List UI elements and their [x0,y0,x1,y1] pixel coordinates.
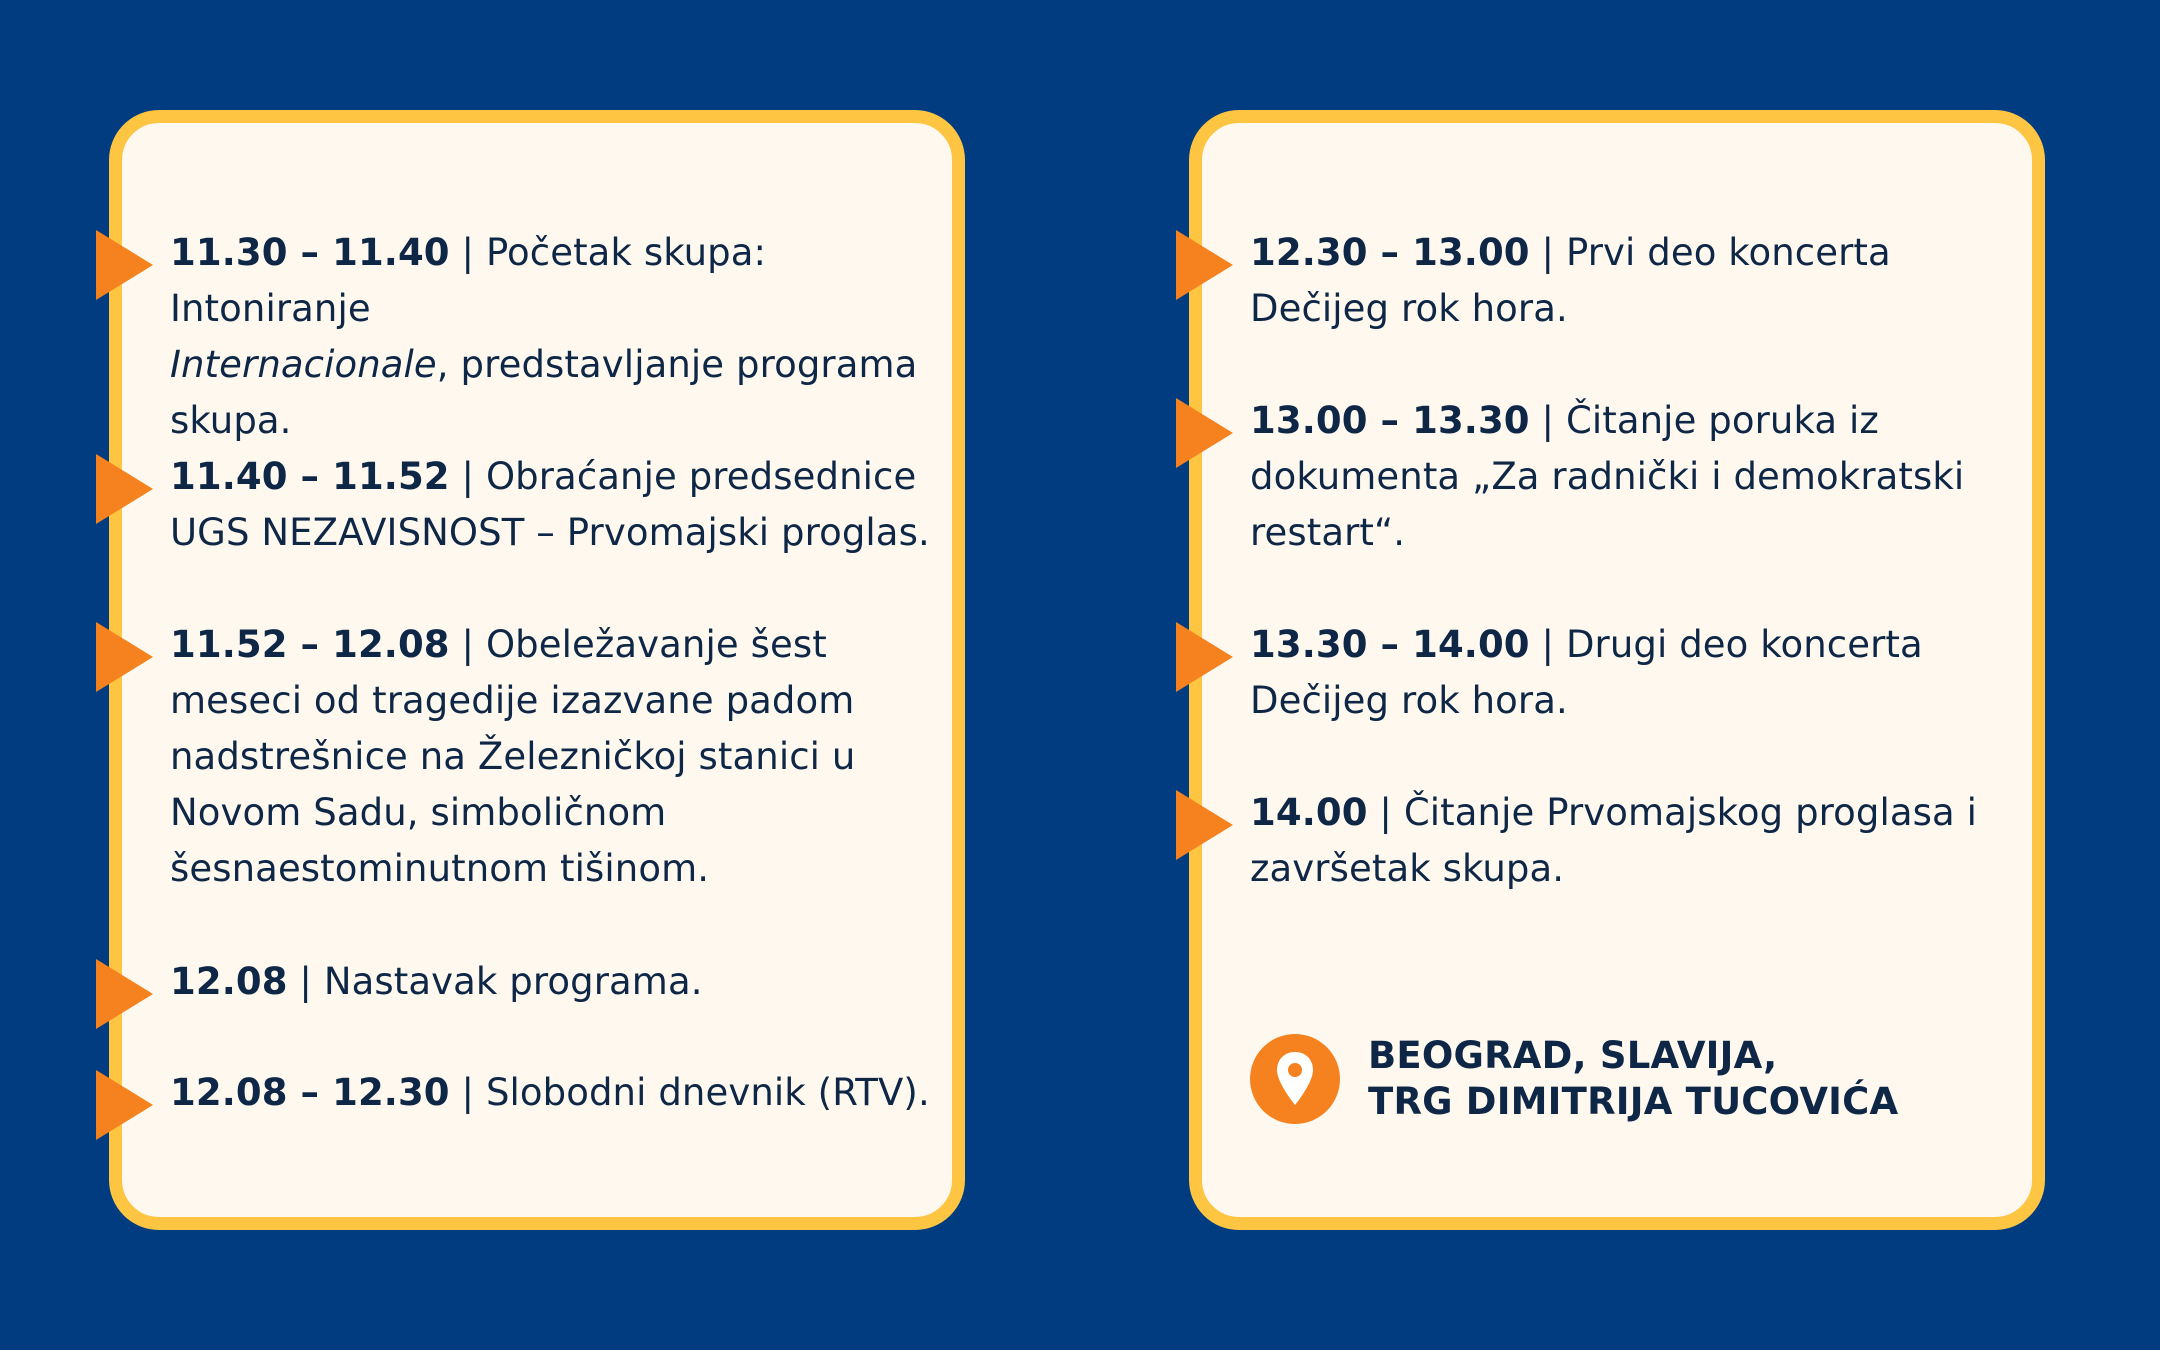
separator: | [449,623,486,666]
separator: | [449,231,486,274]
separator: | [1529,623,1566,666]
schedule-time: 13.30 – 14.00 [1250,623,1530,666]
separator: | [1529,399,1566,442]
schedule-item-text [1250,617,1950,729]
schedule-item-text [170,225,945,449]
schedule-item-text [1250,785,2010,897]
separator: | [449,1071,486,1114]
schedule-item-text [170,1065,945,1121]
separator: | [449,455,486,498]
event-location [1250,1033,1898,1125]
schedule-time: 11.30 – 11.40 [170,231,450,274]
schedule-description: Nastavak programa. [323,960,703,1003]
schedule-item [1250,393,1990,561]
schedule-item [1250,617,1950,729]
schedule-item-text [1250,225,2020,337]
schedule-item-text [170,617,890,897]
schedule-time: 12.08 [170,960,288,1003]
triangle-bullet-icon [1176,398,1233,468]
triangle-bullet-icon [96,959,153,1029]
schedule-description: Drugi deo koncerta Dečijeg rok hora. [1250,623,1923,722]
schedule-time: 14.00 [1250,791,1368,834]
triangle-bullet-icon [1176,230,1233,300]
schedule-item-text [1250,393,1990,561]
schedule-description: Čitanje Prvomajskog proglasa i završetak skupa. [1250,791,1978,890]
separator: | [1529,231,1566,274]
schedule-time: 12.08 – 12.30 [170,1071,450,1114]
schedule-description: Obraćanje predsednice UGS NEZAVISNOST – Prvomajski proglas. [170,455,930,554]
triangle-bullet-icon [96,1070,153,1140]
schedule-description: Početak skupa: Intoniranje [170,231,767,330]
schedule-time: 11.40 – 11.52 [170,455,450,498]
schedule-item [170,954,945,1010]
schedule-item [170,225,945,449]
schedule-description: Obeležavanje šest meseci od tragedije izazvane padom nadstrešnice na Železničkoj stanici u Novom Sadu, simboličnom šesnaestominutnom tišinom. [170,623,856,890]
schedule-item [170,1065,945,1121]
schedule-time: 11.52 – 12.08 [170,623,450,666]
schedule-item [170,617,890,897]
schedule-description: Čitanje poruka iz dokumenta „Za radnički i demokratski restart“. [1250,399,1965,554]
location-line-1: BEOGRAD, SLAVIJA, [1368,1034,1778,1077]
location-address [1368,1033,1898,1125]
triangle-bullet-icon [96,622,153,692]
separator: | [1367,791,1404,834]
schedule-item [1250,785,2010,897]
triangle-bullet-icon [96,230,153,300]
schedule-description: Prvi deo koncerta Dečijeg rok hora. [1250,231,1891,330]
location-line-2: TRG DIMITRIJA TUCOVIĆA [1368,1080,1899,1123]
schedule-time: 13.00 – 13.30 [1250,399,1530,442]
separator: | [287,960,324,1003]
schedule-description: , predstavljanje programa skupa. [170,343,918,442]
location-pin-icon [1250,1034,1340,1124]
schedule-item-text [170,449,945,561]
schedule-time: 12.30 – 13.00 [1250,231,1530,274]
schedule-item-text [170,954,945,1010]
schedule-item [170,449,945,561]
schedule-description-italic: Internacionale [170,343,437,386]
triangle-bullet-icon [1176,622,1233,692]
triangle-bullet-icon [1176,790,1233,860]
schedule-item [1250,225,2020,337]
schedule-description: Slobodni dnevnik (RTV). [485,1071,930,1114]
triangle-bullet-icon [96,454,153,524]
